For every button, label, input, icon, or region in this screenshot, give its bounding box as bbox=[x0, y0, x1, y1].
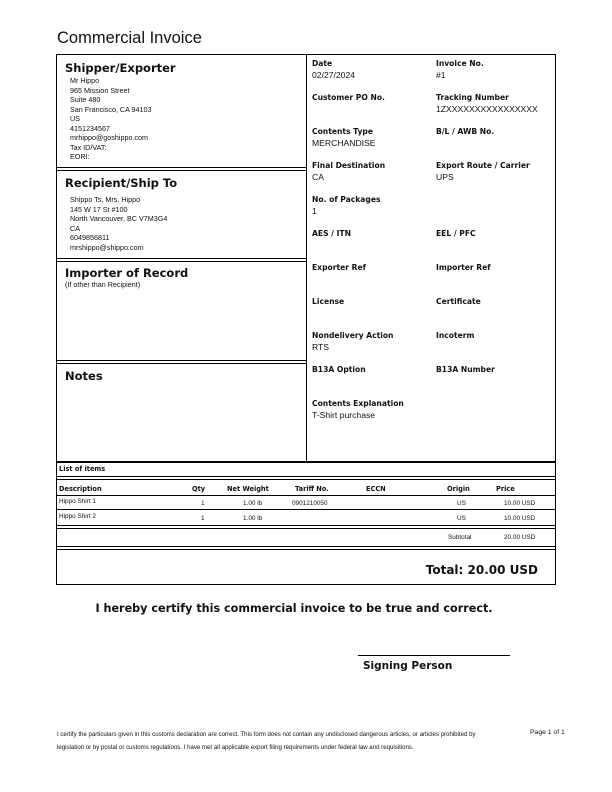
signature-line bbox=[358, 655, 510, 656]
contents-explanation-value: T-Shirt purchase bbox=[312, 410, 376, 420]
section-divider bbox=[56, 360, 306, 361]
nondelivery-value: RTS bbox=[312, 342, 330, 352]
items-divider bbox=[56, 546, 556, 547]
signing-person-label: Signing Person bbox=[363, 660, 453, 672]
date-label: Date bbox=[312, 59, 333, 68]
shipper-line: EORI: bbox=[70, 152, 90, 161]
section-divider bbox=[56, 363, 306, 364]
row2-net-weight: 1.00 lb bbox=[243, 515, 263, 522]
shipper-address bbox=[70, 76, 152, 162]
recipient-heading: Recipient/Ship To bbox=[65, 176, 178, 190]
recipient-line: 145 W 17 St #100 bbox=[70, 204, 128, 214]
b13a-number-label: B13A Number bbox=[436, 365, 495, 374]
aes-itn-label: AES / ITN bbox=[312, 229, 351, 238]
row2-price: 10.00 USD bbox=[504, 515, 536, 522]
eel-pfc-label: EEL / PFC bbox=[436, 229, 476, 238]
col-description: Description bbox=[59, 485, 102, 493]
customer-po-label: Customer PO No. bbox=[312, 93, 385, 102]
col-net-weight: Net Weight bbox=[227, 485, 269, 493]
row1-price: 10.00 USD bbox=[504, 500, 536, 507]
shipper-line: 4151234567 bbox=[70, 123, 110, 133]
subtotal-value: 20.00 USD bbox=[504, 534, 536, 541]
export-route-value: UPS bbox=[436, 172, 454, 182]
col-eccn: ECCN bbox=[366, 485, 386, 493]
notes-heading: Notes bbox=[65, 369, 103, 383]
column-divider bbox=[306, 54, 307, 463]
row1-origin: US bbox=[457, 500, 466, 507]
subtotal-label: Subtotal bbox=[448, 534, 472, 541]
certification-statement: I hereby certify this commercial invoice to be true and correct. bbox=[95, 602, 493, 615]
row2-description: Hippo Shirt 2 bbox=[59, 513, 96, 520]
importer-subtitle: (If other than Recipient) bbox=[65, 280, 141, 289]
row1-tariff: 0901210050 bbox=[292, 500, 328, 507]
bl-awb-label: B/L / AWB No. bbox=[436, 127, 495, 136]
shipper-line: Mr Hippo bbox=[70, 76, 100, 85]
contents-type-label: Contents Type bbox=[312, 127, 373, 136]
shipper-line: San Francisco, CA 94103 bbox=[70, 104, 152, 114]
invoice-number-label: Invoice No. bbox=[436, 59, 484, 68]
items-divider bbox=[56, 509, 556, 510]
row1-description: Hippo Shirt 1 bbox=[59, 498, 96, 505]
shipper-line: US bbox=[70, 114, 80, 123]
license-label: License bbox=[312, 297, 345, 306]
recipient-line: 6049856811 bbox=[70, 233, 110, 242]
export-route-label: Export Route / Carrier bbox=[436, 161, 530, 170]
tracking-number-label: Tracking Number bbox=[436, 93, 509, 102]
items-divider bbox=[56, 528, 556, 529]
section-divider bbox=[56, 258, 306, 259]
col-origin: Origin bbox=[447, 485, 470, 493]
contents-type-value: MERCHANDISE bbox=[312, 138, 376, 148]
row1-qty: 1 bbox=[201, 500, 205, 507]
items-divider bbox=[56, 495, 556, 496]
col-price: Price bbox=[496, 485, 515, 493]
section-divider bbox=[56, 170, 306, 171]
footer-disclaimer bbox=[57, 728, 541, 754]
recipient-line: Shippo Ts, Mrs. Hippo bbox=[70, 195, 141, 204]
items-heading: List of items bbox=[59, 465, 106, 473]
shipper-line: mrhippo@goshippo.com bbox=[70, 133, 149, 142]
col-tariff: Tariff No. bbox=[295, 485, 329, 493]
importer-heading: Importer of Record bbox=[65, 266, 189, 280]
row2-origin: US bbox=[457, 515, 466, 522]
total-amount: Total: 20.00 USD bbox=[425, 563, 538, 577]
recipient-line: North Vancouver, BC V7M3G4 bbox=[70, 214, 168, 223]
b13a-option-label: B13A Option bbox=[312, 365, 366, 374]
section-divider bbox=[56, 167, 306, 168]
incoterm-label: Incoterm bbox=[436, 331, 475, 340]
packages-label: No. of Packages bbox=[312, 195, 381, 204]
page-title: Commercial Invoice bbox=[57, 29, 202, 47]
items-divider bbox=[56, 525, 556, 526]
date-value: 02/27/2024 bbox=[312, 70, 356, 80]
col-qty: Qty bbox=[192, 485, 206, 493]
items-divider bbox=[56, 549, 556, 550]
items-divider bbox=[56, 479, 556, 480]
recipient-line: CA bbox=[70, 223, 80, 233]
nondelivery-label: Nondelivery Action bbox=[312, 331, 394, 340]
final-destination-label: Final Destination bbox=[312, 161, 386, 170]
shipper-line: Tax ID/VAT: bbox=[70, 142, 107, 152]
footer-line-2: legislation or by postal or customs regulations. I have met all applicable export filing requirements under federal law and requisitions. bbox=[57, 744, 414, 751]
row1-net-weight: 1.00 lb bbox=[243, 500, 263, 507]
invoice-number-value: #1 bbox=[436, 70, 446, 80]
packages-value: 1 bbox=[312, 206, 317, 216]
page-number: Page 1 of 1 bbox=[530, 729, 565, 736]
final-destination-value: CA bbox=[312, 172, 324, 182]
recipient-address bbox=[70, 195, 167, 252]
shipper-line: Suite 480 bbox=[70, 95, 101, 104]
row2-qty: 1 bbox=[201, 515, 205, 522]
section-divider bbox=[56, 261, 306, 262]
certificate-label: Certificate bbox=[436, 297, 481, 306]
exporter-ref-label: Exporter Ref bbox=[312, 263, 366, 272]
shipper-line: 965 Mission Street bbox=[70, 85, 130, 95]
importer-ref-label: Importer Ref bbox=[436, 263, 491, 272]
footer-line-1: I certify the particulars given in this customs declaration are correct. This form does not contain any undisclosed dangerous articles, or articles prohibited by bbox=[57, 731, 476, 738]
contents-explanation-label: Contents Explanation bbox=[312, 399, 404, 408]
items-divider bbox=[56, 476, 556, 477]
tracking-number-value: 1ZXXXXXXXXXXXXXXXX bbox=[436, 104, 538, 114]
shipper-heading: Shipper/Exporter bbox=[65, 61, 176, 75]
recipient-line: mrshippo@shippo.com bbox=[70, 242, 144, 252]
